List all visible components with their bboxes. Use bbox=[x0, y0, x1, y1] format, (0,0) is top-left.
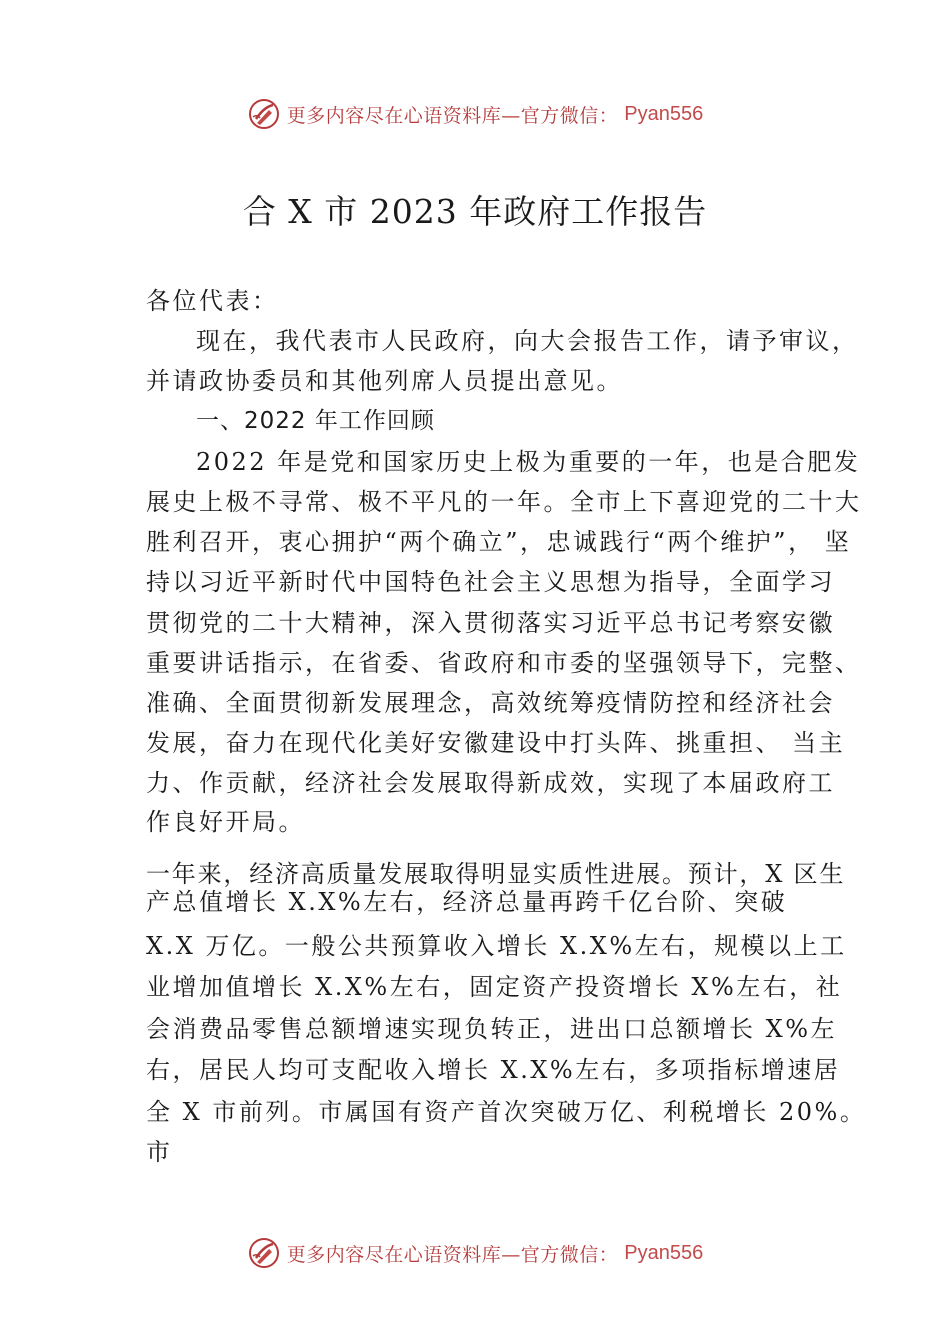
page-title: 合 X 市 2023 年政府工作报告 bbox=[242, 192, 708, 231]
watermark-text: 更多内容尽在心语资料库—官方微信： bbox=[286, 1243, 619, 1266]
paragraph1-line: 重要讲话指示，在省委、省政府和市委的坚强领导下，完整、 bbox=[146, 649, 862, 677]
paragraph1-line: 贯彻党的二十大精神，深入贯彻落实习近平总书记考察安徽 bbox=[146, 609, 835, 637]
section-heading: 一、2022 年工作回顾 bbox=[196, 408, 435, 434]
intro-line-2: 并请政协委员和其他列席人员提出意见。 bbox=[146, 367, 623, 395]
pen-logo-icon bbox=[247, 1236, 281, 1270]
paragraph2-line: X.X 万亿。一般公共预算收入增长 X.X%左右，规模以上工 bbox=[146, 932, 847, 960]
paragraph1-line: 力、作贡献，经济社会发展取得新成效，实现了本届政府工 bbox=[146, 769, 835, 797]
paragraph1-line: 发展，奋力在现代化美好安徽建设中打头阵、挑重担、 当主 bbox=[146, 729, 846, 757]
paragraph1-line: 2022 年是党和国家历史上极为重要的一年，也是合肥发 bbox=[196, 448, 861, 476]
paragraph1-line: 作良好开局。 bbox=[146, 808, 305, 836]
salutation: 各位代表： bbox=[146, 287, 279, 315]
paragraph2-line: 市 bbox=[146, 1138, 173, 1166]
pen-logo-icon bbox=[247, 97, 281, 131]
watermark-footer bbox=[0, 1233, 950, 1273]
paragraph2-line: 一年来，经济高质量发展取得明显实质性进展。预计，X 区生 bbox=[146, 860, 846, 888]
paragraph2-line: 全 X 市前列。市属国有资产首次突破万亿、利税增长 20%。 bbox=[146, 1098, 867, 1126]
paragraph1-line: 展史上极不寻常、极不平凡的一年。全市上下喜迎党的二十大 bbox=[146, 488, 862, 516]
watermark-account: Pyan556 bbox=[624, 102, 704, 125]
paragraph2-line: 业增加值增长 X.X%左右，固定资产投资增长 X%左右，社 bbox=[146, 973, 843, 1001]
paragraph1-line: 胜利召开，衷心拥护“两个确立”，忠诚践行“两个维护”， 坚 bbox=[146, 528, 852, 556]
paragraph2-line: 右，居民人均可支配收入增长 X.X%左右，多项指标增速居 bbox=[146, 1056, 841, 1084]
paragraph1-line: 持以习近平新时代中国特色社会主义思想为指导，全面学习 bbox=[146, 568, 835, 596]
paragraph2-line: 会消费品零售总额增速实现负转正，进出口总额增长 X%左 bbox=[146, 1015, 838, 1043]
watermark-account: Pyan556 bbox=[624, 1241, 704, 1264]
watermark-text: 更多内容尽在心语资料库—官方微信： bbox=[286, 104, 619, 127]
paragraph1-line: 准确、全面贯彻新发展理念，高效统筹疫情防控和经济社会 bbox=[146, 689, 835, 717]
watermark-header bbox=[0, 94, 950, 134]
intro-line-1: 现在，我代表市人民政府，向大会报告工作，请予审议， bbox=[196, 327, 859, 355]
paragraph2-line: 产总值增长 X.X%左右，经济总量再跨千亿台阶、突破 bbox=[146, 888, 788, 916]
